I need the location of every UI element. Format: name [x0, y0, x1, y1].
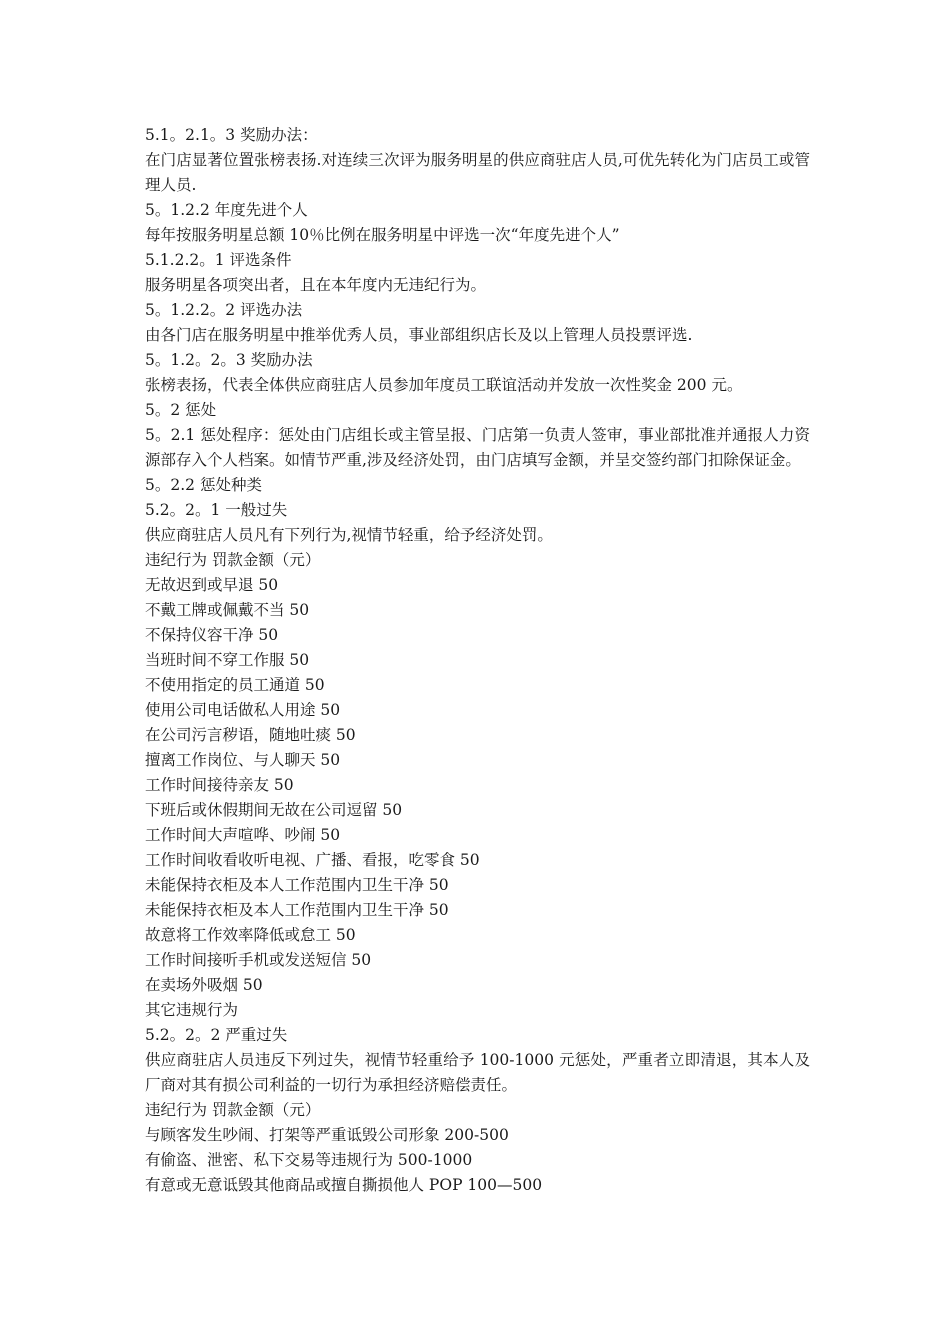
section-heading: 5.1。2.1。3 奖励办法：: [145, 126, 318, 144]
document-body: [145, 123, 810, 1198]
paragraph: 张榜表扬，代表全体供应商驻店人员参加年度员工联谊活动并发放一次性奖金 200 元。: [145, 376, 743, 394]
paragraph: 5。2.1 惩处程序：惩处由门店组长或主管呈报、门店第一负责人签审，事业部批准并通报人力资源部存入个人档案。如情节严重,涉及经济处罚，由门店填写金额，并呈交签约部门扣除保证金。: [145, 426, 810, 469]
section-heading: 5。1.2。2。3 奖励办法: [145, 351, 313, 369]
list-item: 使用公司电话做私人用途 50: [145, 701, 341, 719]
list-item: 工作时间接听手机或发送短信 50: [145, 951, 372, 969]
table-header: 违纪行为 罚款金额（元）: [145, 1101, 321, 1119]
section-heading: 5。2.2 惩处种类: [145, 476, 262, 494]
list-item: 与顾客发生吵闹、打架等严重诋毁公司形象 200-500: [145, 1126, 509, 1144]
list-item: 不保持仪容干净 50: [145, 626, 279, 644]
paragraph: 服务明星各项突出者，且在本年度内无违纪行为。: [145, 276, 487, 294]
section-heading: 5。1.2.2。2 评选办法: [145, 301, 303, 319]
paragraph: 每年按服务明星总额 10％比例在服务明星中评选一次“年度先进个人”: [145, 226, 620, 244]
paragraph: 由各门店在服务明星中推举优秀人员，事业部组织店长及以上管理人员投票评选.: [145, 326, 693, 344]
paragraph: 在门店显著位置张榜表扬.对连续三次评为服务明星的供应商驻店人员,可优先转化为门店员工或管理人员.: [145, 151, 810, 194]
section-heading: 5。1.2.2 年度先进个人: [145, 201, 308, 219]
list-item: 故意将工作效率降低或怠工 50: [145, 926, 356, 944]
list-item: 擅离工作岗位、与人聊天 50: [145, 751, 341, 769]
list-item: 在卖场外吸烟 50: [145, 976, 263, 994]
list-item: 无故迟到或早退 50: [145, 576, 279, 594]
list-item: 在公司污言秽语，随地吐痰 50: [145, 726, 356, 744]
paragraph: 供应商驻店人员违反下列过失，视情节轻重给予 100-1000 元惩处，严重者立即清退，其本人及厂商对其有损公司利益的一切行为承担经济赔偿责任。: [145, 1051, 810, 1094]
section-heading: 5.2。2。1 一般过失: [145, 501, 288, 519]
section-heading: 5。2 惩处: [145, 401, 217, 419]
list-item: 当班时间不穿工作服 50: [145, 651, 310, 669]
paragraph: 供应商驻店人员凡有下列行为,视情节轻重，给予经济处罚。: [145, 526, 553, 544]
list-item: 不戴工牌或佩戴不当 50: [145, 601, 310, 619]
list-item: 有意或无意诋毁其他商品或擅自撕损他人 POP 100—500: [145, 1176, 543, 1194]
list-item: 工作时间收看收听电视、广播、看报，吃零食 50: [145, 851, 480, 869]
section-heading: 5.2。2。2 严重过失: [145, 1026, 288, 1044]
section-heading: 5.1.2.2。1 评选条件: [145, 251, 292, 269]
list-item: 工作时间接待亲友 50: [145, 776, 294, 794]
list-item: 其它违规行为: [145, 1001, 239, 1019]
list-item: 下班后或休假期间无故在公司逗留 50: [145, 801, 403, 819]
list-item: 未能保持衣柜及本人工作范围内卫生干净 50: [145, 876, 449, 894]
list-item: 有偷盗、泄密、私下交易等违规行为 500-1000: [145, 1151, 473, 1169]
list-item: 不使用指定的员工通道 50: [145, 676, 325, 694]
list-item: 工作时间大声喧哗、吵闹 50: [145, 826, 341, 844]
table-header: 违纪行为 罚款金额（元）: [145, 551, 321, 569]
list-item: 未能保持衣柜及本人工作范围内卫生干净 50: [145, 901, 449, 919]
